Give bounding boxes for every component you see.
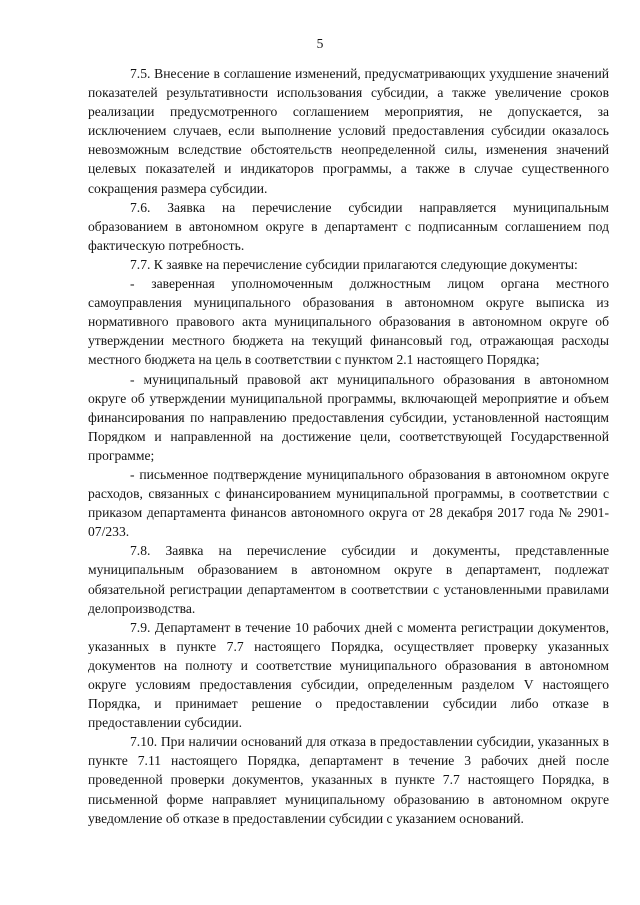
paragraph-7-9: 7.9. Департамент в течение 10 рабочих дней с момента регистрации документов, указанных в пункте 7.7 настоящего Порядка, осуществляет проверку указанных документов на полноту и соответствие муниципального образования в автономном округе условиям предоставления субсидии, определенным разделом V настоящего Порядка, и принимает решение о предоставлении субсидии либо отказе в предоставлении субсидии. [88,619,609,731]
paragraph-7-7: 7.7. К заявке на перечисление субсидии прилагаются следующие документы: [130,256,578,272]
list-item-extract: - заверенная уполномоченным должностным лицом органа местного самоуправления муниципального образования в автономном округе выписка из нормативного правового акта муниципального образования в автономном округе об утверждении местного бюджета на текущий финансовый год, отражающая расходы местного бюджета на цель в соответствии с пунктом 2.1 настоящего Порядка; [88,276,609,368]
list-item-municipal-act: - муниципальный правовой акт муниципального образования в автономном округе об утверждении муниципальной программы, включающей мероприятие и объем финансирования по направлению предоставления субсидии, установленной настоящим Порядком и направленной на достижение цели, соответствующей Государственной программе; [88,371,609,463]
document-body [88,64,609,828]
paragraph-7-6: 7.6. Заявка на перечисление субсидии направляется муниципальным образованием в автономном округе в департамент с подписанным соглашением под фактическую потребность. [88,199,609,253]
list-item-confirmation: - письменное подтверждение муниципального образования в автономном округе расходов, связанных с финансированием муниципальной программы, в соответствии с приказом департамента финансов автономного округа от 28 декабря 2017 года № 2901-07/233. [88,466,609,540]
page-number: 5 [316,36,324,51]
paragraph-7-10: 7.10. При наличии оснований для отказа в предоставлении субсидии, указанных в пункте 7.11 настоящего Порядка, департамент в течение 3 рабочих дней после проведенной проверки документов, указанных в пункте 7.7 настоящего Порядка, в письменной форме направляет муниципальному образованию в автономном округе уведомление об отказе в предоставлении субсидии с указанием оснований. [88,734,609,826]
paragraph-7-8: 7.8. Заявка на перечисление субсидии и документы, представленные муниципальным образованием в автономном округе в департамент, подлежат обязательной регистрации департаментом в соответствии с установленными правилами делопроизводства. [88,543,609,616]
paragraph-7-5: 7.5. Внесение в соглашение изменений, предусматривающих ухудшение значений показателей результативности использования субсидии, а также увеличение сроков реализации предусмотренного соглашением мероприятия, не допускается, за исключением случаев, если выполнение условий предоставления субсидии оказалось невозможным вследствие обстоятельств неопределенной силы, изменения значений целевых показателей и индикаторов программы, а также в случае существенного сокращения размера субсидии. [88,66,609,196]
